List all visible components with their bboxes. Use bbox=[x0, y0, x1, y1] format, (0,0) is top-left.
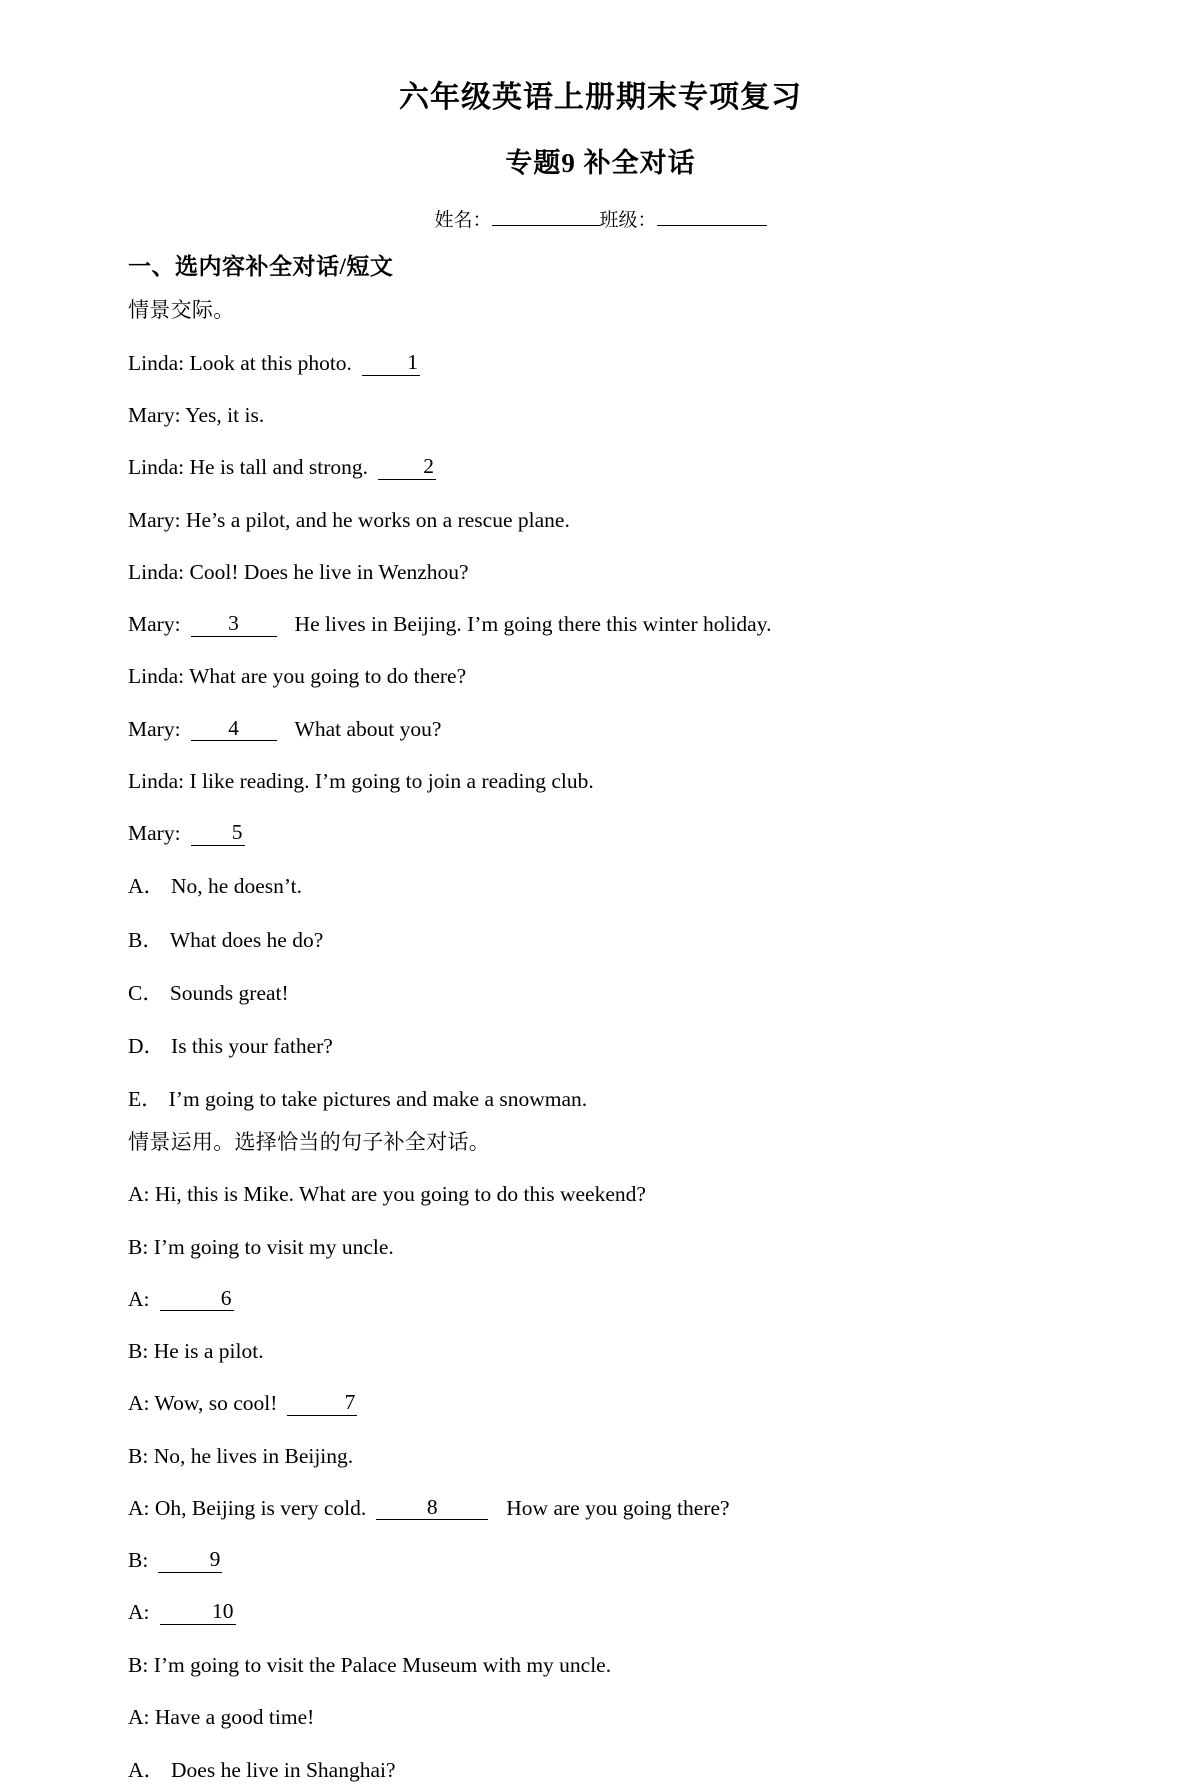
answer-blank-8[interactable]: 8 bbox=[376, 1496, 488, 1521]
speaker-label: A: bbox=[128, 1391, 155, 1416]
dialogue-text: Hi, this is Mike. What are you going to do this weekend? bbox=[154, 1182, 646, 1207]
speaker-label: Mary: bbox=[128, 821, 181, 846]
speaker-label: B: bbox=[128, 1234, 154, 1259]
dialogue-line bbox=[128, 713, 1073, 745]
speaker-label: Mary: bbox=[128, 403, 186, 428]
dialogue-text-after: He lives in Beijing. I’m going there this winter holiday. bbox=[294, 612, 772, 637]
dialogue-line bbox=[128, 660, 1073, 692]
answer-blank-7[interactable]: 7 bbox=[287, 1391, 357, 1416]
speaker-label: B: bbox=[128, 1443, 154, 1468]
dialogue-line bbox=[128, 1231, 1073, 1263]
dialogue-line bbox=[128, 1178, 1073, 1210]
speaker-label: B: bbox=[128, 1339, 154, 1364]
option-item[interactable] bbox=[128, 1030, 1073, 1062]
option-item[interactable] bbox=[128, 924, 1073, 956]
speaker-label: A: bbox=[128, 1286, 150, 1311]
dialogue-text: Look at this photo. bbox=[189, 350, 352, 375]
section-one-heading: 一、选内容补全对话/短文 bbox=[128, 253, 394, 279]
option-text: Sounds great! bbox=[169, 980, 289, 1005]
option-text: What does he do? bbox=[169, 927, 324, 952]
page-title: 六年级英语上册期末专项复习 bbox=[399, 81, 802, 114]
dialogue-line bbox=[128, 1544, 1073, 1576]
option-letter: E． bbox=[128, 1087, 163, 1112]
answer-blank-2[interactable]: 2 bbox=[378, 455, 436, 480]
speaker-label: Linda: bbox=[128, 768, 190, 793]
speaker-label: Mary: bbox=[128, 612, 181, 637]
answer-blank-10[interactable]: 10 bbox=[160, 1600, 236, 1625]
dialogue-text: Yes, it is. bbox=[185, 403, 265, 428]
dialogue-text: He is a pilot. bbox=[153, 1339, 264, 1364]
speaker-label: Linda: bbox=[128, 350, 190, 375]
dialogue-line bbox=[128, 1387, 1073, 1419]
dialogue-text: Have a good time! bbox=[154, 1704, 315, 1729]
answer-blank-1[interactable]: 1 bbox=[362, 351, 420, 376]
dialogue-text: I’m going to visit my uncle. bbox=[153, 1234, 394, 1259]
dialogue-line bbox=[128, 765, 1073, 797]
class-label: 班级： bbox=[599, 209, 657, 231]
dialogue-text: He is tall and strong. bbox=[189, 455, 369, 480]
answer-blank-5[interactable]: 5 bbox=[191, 821, 245, 846]
option-letter: B． bbox=[128, 927, 164, 952]
dialogue-line bbox=[128, 1283, 1073, 1315]
dialogue-text-after: What about you? bbox=[294, 716, 442, 741]
dialogue-text: Oh, Beijing is very cold. bbox=[154, 1495, 367, 1520]
dialogue-line bbox=[128, 1649, 1073, 1681]
dialogue-line bbox=[128, 1701, 1073, 1733]
option-letter: A． bbox=[128, 874, 166, 899]
dialogue-line bbox=[128, 451, 1073, 483]
speaker-label: B: bbox=[128, 1548, 149, 1573]
section-two-intro: 情景运用。选择恰当的句子补全对话。 bbox=[128, 1129, 491, 1154]
option-letter: A． bbox=[128, 1758, 166, 1783]
dialogue-text: He’s a pilot, and he works on a rescue plane. bbox=[185, 507, 570, 532]
speaker-label: Mary: bbox=[128, 716, 181, 741]
dialogue-line bbox=[128, 399, 1073, 431]
page-subtitle: 专题9 补全对话 bbox=[505, 147, 696, 178]
dialogue-line bbox=[128, 1492, 1073, 1524]
dialogue-line bbox=[128, 556, 1073, 588]
dialogue-line bbox=[128, 1440, 1073, 1472]
dialogue-text: I like reading. I’m going to join a reading club. bbox=[189, 768, 594, 793]
speaker-label: A: bbox=[128, 1704, 155, 1729]
speaker-label: A: bbox=[128, 1600, 150, 1625]
dialogue-text: I’m going to visit the Palace Museum with my uncle. bbox=[153, 1652, 612, 1677]
speaker-label: Mary: bbox=[128, 507, 186, 532]
name-label: 姓名： bbox=[434, 209, 492, 231]
dialogue-line bbox=[128, 817, 1073, 849]
dialogue-line bbox=[128, 347, 1073, 379]
dialogue-line bbox=[128, 1596, 1073, 1628]
name-input-blank[interactable] bbox=[492, 225, 600, 226]
answer-blank-3[interactable]: 3 bbox=[191, 612, 277, 637]
speaker-label: Linda: bbox=[128, 664, 190, 689]
speaker-label: B: bbox=[128, 1652, 154, 1677]
option-item[interactable] bbox=[128, 1083, 1073, 1115]
dialogue-line bbox=[128, 608, 1073, 640]
dialogue-text: Cool! Does he live in Wenzhou? bbox=[189, 559, 469, 584]
speaker-label: A: bbox=[128, 1495, 155, 1520]
answer-blank-6[interactable]: 6 bbox=[160, 1287, 234, 1312]
option-item[interactable] bbox=[128, 977, 1073, 1009]
dialogue-line bbox=[128, 504, 1073, 536]
option-letter: C． bbox=[128, 980, 164, 1005]
option-item[interactable] bbox=[128, 1754, 1073, 1786]
option-letter: D． bbox=[128, 1034, 166, 1059]
dialogue-text-after: How are you going there? bbox=[506, 1495, 730, 1520]
section-one-intro: 情景交际。 bbox=[128, 298, 235, 323]
option-text: I’m going to take pictures and make a snowman. bbox=[168, 1087, 588, 1112]
option-item[interactable] bbox=[128, 870, 1073, 902]
speaker-label: Linda: bbox=[128, 559, 190, 584]
option-text: Does he live in Shanghai? bbox=[171, 1758, 396, 1783]
student-info-row bbox=[128, 205, 1073, 232]
speaker-label: Linda: bbox=[128, 455, 190, 480]
speaker-label: A: bbox=[128, 1182, 155, 1207]
option-text: No, he doesn’t. bbox=[171, 874, 303, 899]
answer-blank-9[interactable]: 9 bbox=[158, 1548, 222, 1573]
option-text: Is this your father? bbox=[171, 1034, 333, 1059]
answer-blank-4[interactable]: 4 bbox=[191, 717, 277, 742]
dialogue-text: No, he lives in Beijing. bbox=[153, 1443, 354, 1468]
dialogue-text: Wow, so cool! bbox=[154, 1391, 278, 1416]
dialogue-line bbox=[128, 1335, 1073, 1367]
class-input-blank[interactable] bbox=[657, 225, 767, 226]
dialogue-text: What are you going to do there? bbox=[189, 664, 467, 689]
